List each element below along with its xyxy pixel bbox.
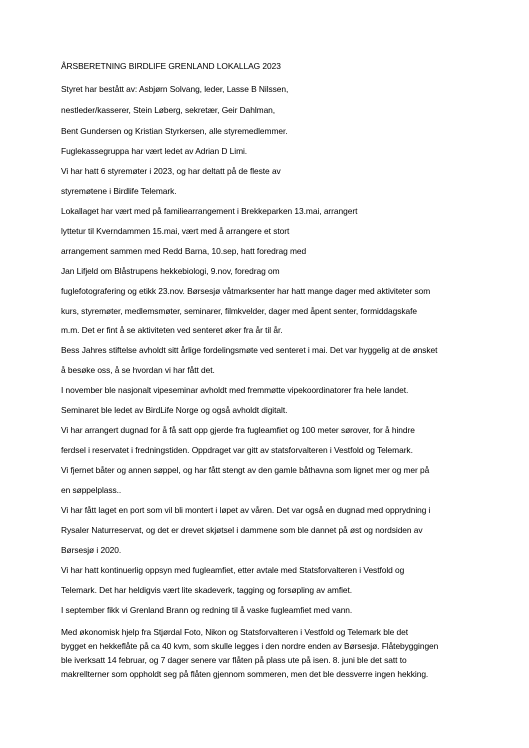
text-line: Jan Lifjeld om Blåstrupens hekkebiologi, 9.nov, foredrag om <box>61 266 280 276</box>
text-line: makrellterner som oppholdt seg på flåten gjennom sommeren, men det ble dessverre ingen hekking. <box>61 669 429 679</box>
text-line: Børsesjø i 2020. <box>61 545 122 555</box>
text-line: I november ble nasjonalt vipeseminar avholdt med fremmøtte vipekoordinatorer fra hele landet. <box>61 385 409 395</box>
text-line: Med økonomisk hjelp fra Stjørdal Foto, Nikon og Statsforvalteren i Vestfold og Telemark ble det <box>61 627 409 637</box>
text-line: I september fikk vi Grenland Brann og redning til å vaske fugleamfiet med vann. <box>61 605 353 615</box>
document-title: ÅRSBERETNING BIRDLIFE GRENLAND LOKALLAG 2023 <box>61 61 281 71</box>
text-line: Lokallaget har vært med på familiearrangement i Brekkeparken 13.mai, arrangert <box>61 206 358 216</box>
text-line: fuglefotografering og etikk 23.nov. Børsesjø våtmarksenter har hatt mange dager med aktiviteter som <box>61 286 431 296</box>
text-line: en søppelplass.. <box>61 485 122 495</box>
text-line: Vi har arrangert dugnad for å få satt opp gjerde fra fugleamfiet og 100 meter sørover, for å hindre <box>61 425 415 435</box>
text-line: kurs, styremøter, medlemsmøter, seminarer, filmkvelder, dager med åpent senter, formiddagskafe <box>61 306 418 316</box>
text-line: styremøtene i Birdlife Telemark. <box>61 186 177 196</box>
text-line: bygget en hekkeflåte på ca 40 kvm, som skulle legges i den nordre enden av Børsesjø. Flåtebyggingen <box>61 641 439 651</box>
text-line: lyttetur til Kverndammen 15.mai, vært med å arrangere et stort <box>61 226 290 236</box>
text-line: Vi har hatt 6 styremøter i 2023, og har deltatt på de fleste av <box>61 166 281 176</box>
text-line: nestleder/kasserer, Stein Løberg, sekretær, Geir Dahlman, <box>61 105 276 115</box>
text-line: Fuglekassegruppa har vært ledet av Adrian D Limi. <box>61 146 248 156</box>
text-line: Seminaret ble ledet av BirdLife Norge og også avholdt digitalt. <box>61 405 288 415</box>
text-line: Rysaler Naturreservat, og det er drevet skjøtsel i dammene som ble dannet på øst og nordsiden av <box>61 525 423 535</box>
text-line: Vi fjernet båter og annen søppel, og har fått stengt av den gamle båthavna som lignet mer og mer på <box>61 465 430 475</box>
text-line: å besøke oss, å se hvordan vi har fått det. <box>61 365 215 375</box>
text-line: ble iverksatt 14 februar, og 7 dager senere var flåten på plass ute på isen. 8. juni ble det satt to <box>61 655 407 665</box>
text-line: Telemark. Det har heldigvis vært lite skadeverk, tagging og forsøpling av amfiet. <box>61 585 353 595</box>
text-line: Vi har hatt kontinuerlig oppsyn med fugleamfiet, etter avtale med Statsforvalteren i Vestfold og <box>61 565 405 575</box>
text-line: ferdsel i reservatet i fredningstiden. Oppdraget var gitt av statsforvalteren i Vestfold og Telemark. <box>61 445 413 455</box>
text-line: Bent Gundersen og Kristian Styrkersen, alle styremedlemmer. <box>61 126 288 136</box>
text-line: m.m. Det er fint å se aktiviteten ved senteret øker fra år til år. <box>61 325 283 335</box>
text-line: Vi har fått laget en port som vil bli montert i løpet av våren. Det var også en dugnad med opprydning i <box>61 505 431 515</box>
text-line: Bess Jahres stiftelse avholdt sitt årlige fordelingsmøte ved senteret i mai. Det var hyggelig at de ønsket <box>61 345 438 355</box>
text-line: arrangement sammen med Redd Barna, 10.sep, hatt foredrag med <box>61 246 307 256</box>
text-line: Styret har bestått av: Asbjørn Solvang, leder, Lasse B Nilssen, <box>61 84 289 94</box>
